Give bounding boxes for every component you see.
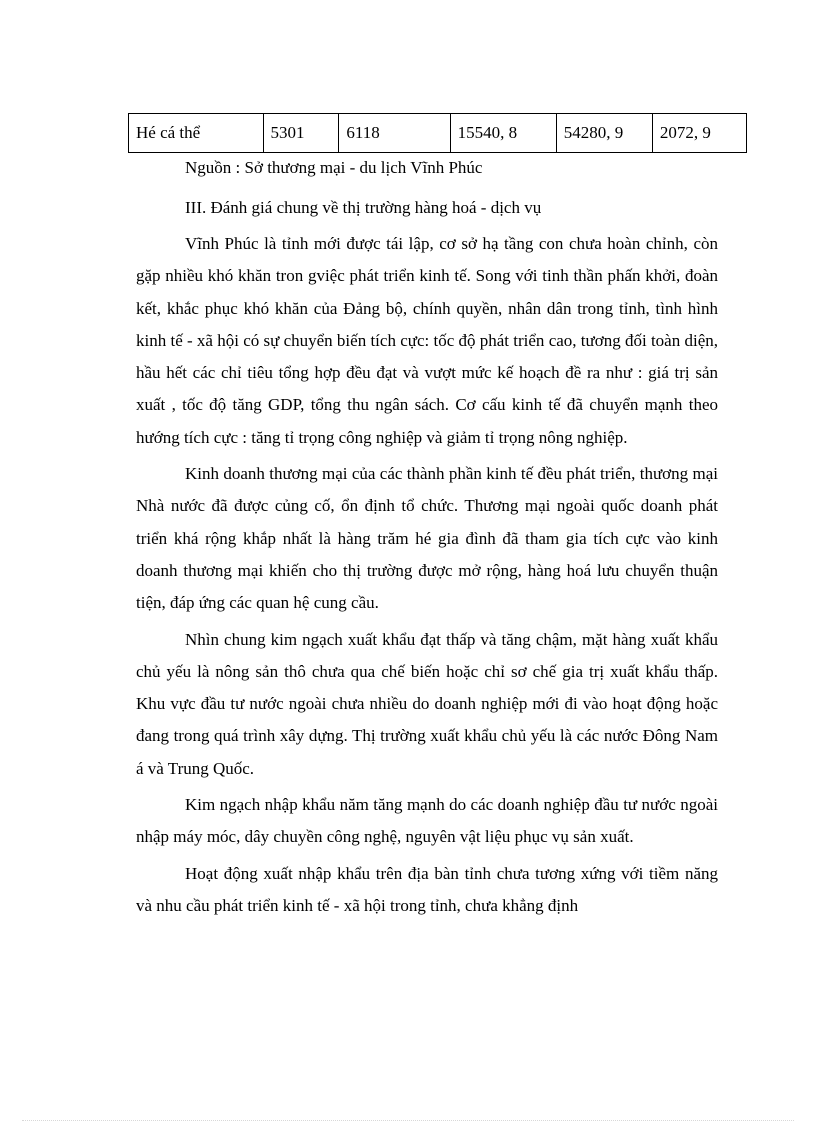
table-cell: 15540, 8 <box>450 114 556 153</box>
table-cell: 54280, 9 <box>556 114 652 153</box>
paragraph: Vĩnh Phúc là tỉnh mới được tái lập, cơ sở hạ tầng con chưa hoàn chỉnh, còn gặp nhiều khó khăn tron gviệc phát triển kinh tế. Song với tinh thần phấn khởi, đoàn kết, khắc phục khó khăn của Đảng bộ, chính quyền, nhân dân trong tỉnh, tình hình kinh tế - xã hội có sự chuyển biến tích cực: tốc độ phát triển cao, tương đối toàn diện, hầu hết các chỉ tiêu tổng hợp đều đạt và vượt mức kế hoạch đề ra như : giá trị sản xuất , tốc độ tăng GDP, tổng thu ngân sách. Cơ cấu kinh tế đã chuyển mạnh theo hướng tích cực : tăng tỉ trọng công nghiệp và giảm tỉ trọng nông nghiệp. <box>136 234 718 447</box>
paragraph: Kim ngạch nhập khẩu năm tăng mạnh do các doanh nghiệp đầu tư nước ngoài nhập máy móc, dây chuyền công nghệ, nguyên vật liệu phục vụ sản xuất. <box>136 795 718 847</box>
table-cell: Hé cá thể <box>129 114 264 153</box>
paragraph: Nhìn chung kim ngạch xuất khẩu đạt thấp và tăng chậm, mặt hàng xuất khẩu chủ yếu là nông sản thô chưa qua chế biến hoặc chỉ sơ chế gia trị xuất khẩu thấp. Khu vực đầu tư nước ngoài chưa nhiều do doanh nghiệp mới đi vào hoạt động hoặc đang trong quá trình xây dựng. Thị trường xuất khẩu chủ yếu là các nước Đông Nam á và Trung Quốc. <box>136 629 718 778</box>
section-heading: III. Đánh giá chung về thị trường hàng hoá - dịch vụ <box>185 198 542 217</box>
table-cell: 5301 <box>263 114 339 153</box>
table-source-note: Nguồn : Sở thương mại - du lịch Vĩnh Phúc <box>185 158 483 177</box>
table-cell: 6118 <box>339 114 450 153</box>
page-bottom-divider <box>22 1120 794 1121</box>
table-row <box>129 114 747 153</box>
table-cell: 2072, 9 <box>652 114 746 153</box>
paragraph: Hoạt động xuất nhập khẩu trên địa bàn tỉnh chưa tương xứng với tiềm năng và nhu cầu phát triển kinh tế - xã hội trong tỉnh, chưa khẳng định <box>136 863 718 915</box>
paragraph: Kinh doanh thương mại của các thành phần kinh tế đều phát triển, thương mại Nhà nước đã được củng cố, ổn định tổ chức. Thương mại ngoài quốc doanh phát triển khá rộng khắp nhất là hàng trăm hé gia đình đã tham gia tích cực vào kinh doanh thương mại khiến cho thị trường được mở rộng, hàng hoá lưu chuyển thuận tiện, đáp ứng các quan hệ cung cầu. <box>136 464 718 613</box>
data-table <box>128 113 747 153</box>
body-text <box>136 228 718 926</box>
